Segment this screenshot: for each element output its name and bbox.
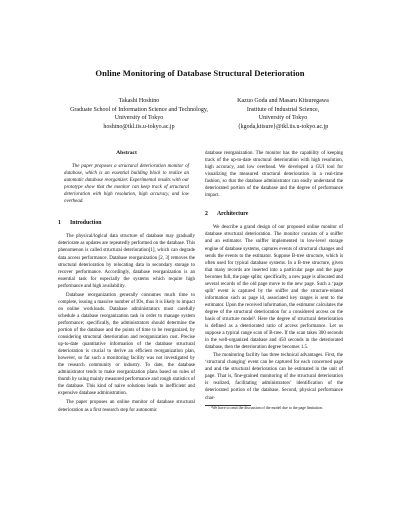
author-email: hoshino@tkl.iis.u-tokyo.ac.jp xyxy=(103,123,175,130)
author-affiliation: Graduate School of Information Science and Technology, xyxy=(70,106,208,113)
author-affiliation: Institute of Industrial Science, xyxy=(246,106,320,113)
intro-paragraph-1: The physical/logical data structure of database may gradually deteriorate as updates are repeatedly performed on the database. This phenomenon is called structural deterioration[1], which can degrade data access performance. Database reorganization [2, 3] removes the structural deterioration by relocating data in secondary storage to recover performance. Accordingly, database reorganization is an essential task for especially the systems which require high performance and high availability. xyxy=(58,234,195,289)
footnote: ¹We have to omit the discussion of the model due to the page limitation. xyxy=(211,405,323,410)
section-title: Introduction xyxy=(70,220,102,227)
intro-continuation: database reorganization. The monitor has the capability of keeping track of the up-to-date structural deterioration with high resolution, high accuracy, and low overhead. We developed a GUI tool for visualizing the measured structural deterioration in a real-time fashion, so that the database administrator can easily understand the deteriorated portion of the database and the degree of performance impact. xyxy=(205,151,343,199)
section-number: 1 xyxy=(58,220,61,227)
section-number: 2 xyxy=(205,211,208,218)
abstract-text: The paper proposes a structural deterioration monitor of database, which is an essential building block to realize an automatic database reorganizer. Experimental results with our prototype show that the monitor can keep track of structural deterioration with high resolution, high accuracy, and low overhead. xyxy=(64,164,189,205)
paper-title: Online Monitoring of Database Structural Deterioration xyxy=(95,68,305,78)
architecture-paragraph-1: We describe a grand design of our proposed online monitor of database structural deterioration. The monitor consists of a sniffer and an estimator. The sniffer implemented in low-level storage engine of database systems, captures events of structural changes and sends the events to the estimator. Suppose B-tree structure, which is often used for typical database systems. In a B-tree structure, given that many records are inserted into a particular page and the page becomes full, the page splits; specifically, a new page is allocated and several records of the old page move to the new page. Such a ‘page split’ event is captured by the sniffer and the structure-related information such as page id, associated key ranges is sent to the estimator. Upon the received information, the estimator calculates the degree of the structural deterioration for a considered access on the basis of structure model¹. Here the degree of structural deterioration is defined as a deteriorated ratio of access performance. Let us suppose a typical range scan of B-tree. If the scan takes 300 seconds in the well-organized database and 450 seconds in the deteriorated database, then the deterioration degree becomes 1.5. xyxy=(205,225,343,351)
author-block-left xyxy=(64,97,214,131)
author-name: Kazuo Goda and Masaru Kitsuregawa xyxy=(237,98,329,104)
author-name: Takashi Hoshino xyxy=(118,98,160,104)
author-university: University of Tokyo xyxy=(258,115,308,122)
right-column xyxy=(205,150,343,411)
author-university: University of Tokyo xyxy=(114,115,164,122)
section-heading-introduction xyxy=(58,220,195,227)
intro-paragraph-3: The paper proposes an online monitor of database structural deterioration as a first research step for autonomic xyxy=(58,400,195,413)
section-title: Architecture xyxy=(217,211,249,218)
left-column xyxy=(58,150,195,414)
author-email: {kgoda,kitsure}@tkl.iis.u-tokyo.ac.jp xyxy=(237,123,329,130)
section-heading-architecture xyxy=(205,211,343,218)
intro-paragraph-2: Database reorganization generally consumes much time to complete, issuing a massive number of IOs, thus it is likely to impact on online workloads. Database administrators must carefully schedule a database reorganization task in order to manage system performance; specifically, the administrators should determine the portion of the database and the points of time to be reorganized, by considering structural deterioration and reorganization cost. Precise up-to-date quantitative information of the database structural deterioration is crucial to derive an efficient reorganization plan, however, so far such a monitoring facility was not investigated by the research community or industry. To date, the database administrator tends to make reorganization plans based on rules of thumb by using mainly measured performance and rough statistics of the database. This kind of naive solutions leads to inefficient and expensive database administration. xyxy=(58,292,195,397)
abstract-heading: Abstract xyxy=(116,150,137,156)
architecture-paragraph-2: The monitoring facility has three technical advantages. First, the ‘structural changing’ event can be captured for each concerned page and and the structural deterioration can be estimated in the unit of page. That is, fine-grained monitoring of the structural deterioration is realized, facilitating administrators’ identification of the deteriorated portion of the database. Second, physical performance char- xyxy=(205,353,343,401)
author-block-right xyxy=(208,97,358,131)
